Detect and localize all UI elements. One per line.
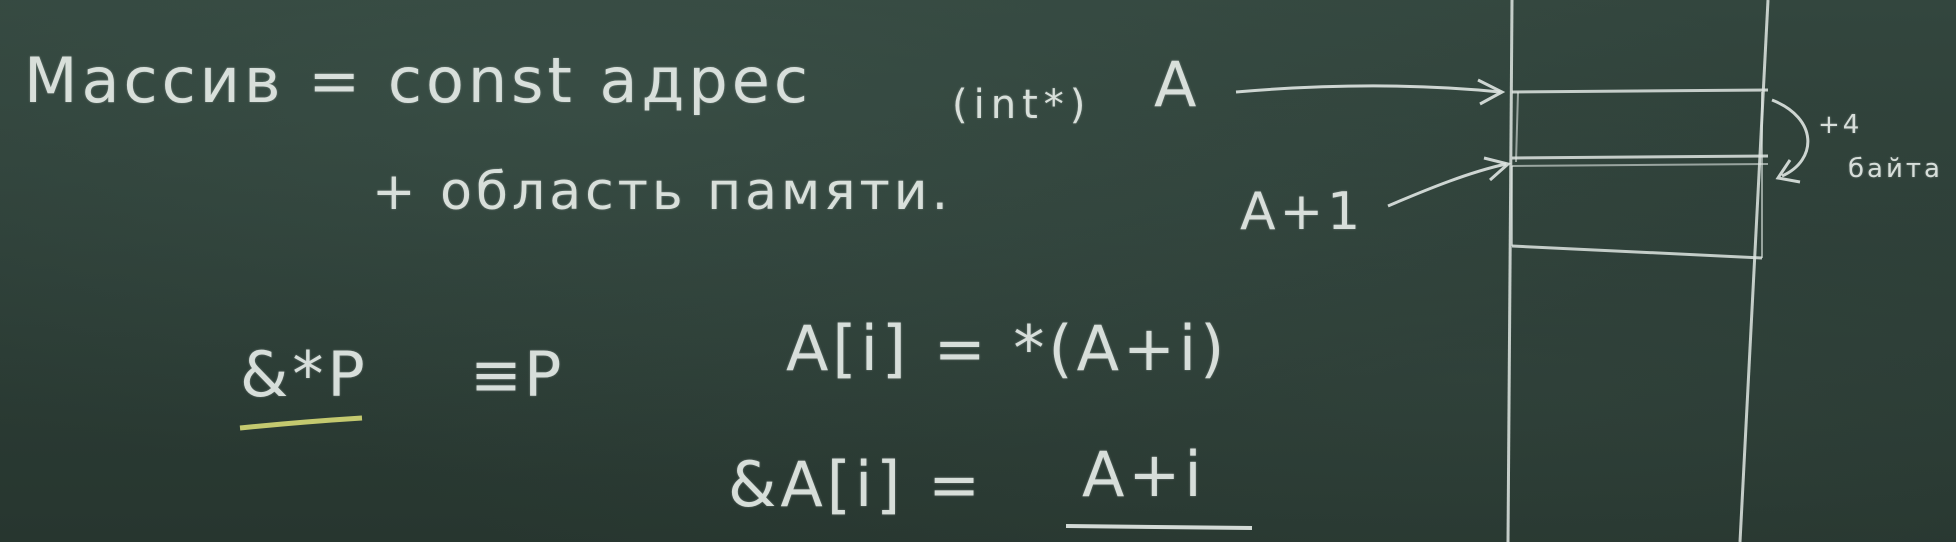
step-curve-arrow xyxy=(1772,100,1808,176)
arrow-A1-to-cell xyxy=(1388,164,1506,206)
memory-cell-line-1 xyxy=(1512,90,1768,92)
address-formula-lhs: &A[i] = xyxy=(728,448,985,521)
address-formula-rhs: A+i xyxy=(1082,438,1206,511)
step-unit: байта xyxy=(1848,154,1943,184)
memory-cell-line-4 xyxy=(1512,246,1762,258)
next-pointer-label: A+1 xyxy=(1240,182,1365,242)
memory-column-right-edge xyxy=(1740,0,1768,542)
memory-column-left-edge xyxy=(1508,0,1512,542)
step-amount: +4 xyxy=(1818,110,1863,140)
formula-underline xyxy=(1066,526,1252,528)
ampersand-underline xyxy=(240,418,362,428)
definition-line-1: Массив = const адрес xyxy=(24,44,812,117)
memory-cell-line-2 xyxy=(1512,156,1768,158)
definition-line-2: + область памяти. xyxy=(372,162,953,222)
pointer-cast: (int*) xyxy=(952,82,1092,128)
identity-sign: ≡ xyxy=(470,338,526,411)
arrow-A-to-cell xyxy=(1236,86,1500,92)
memory-cell-line-3 xyxy=(1512,164,1768,166)
pointer-name: A xyxy=(1154,48,1201,121)
identity-right: P xyxy=(524,338,566,411)
memory-cell-inner-left xyxy=(1516,92,1518,162)
identity-left: &*P xyxy=(240,338,369,411)
array-index-formula: A[i] = *(A+i) xyxy=(786,312,1229,385)
